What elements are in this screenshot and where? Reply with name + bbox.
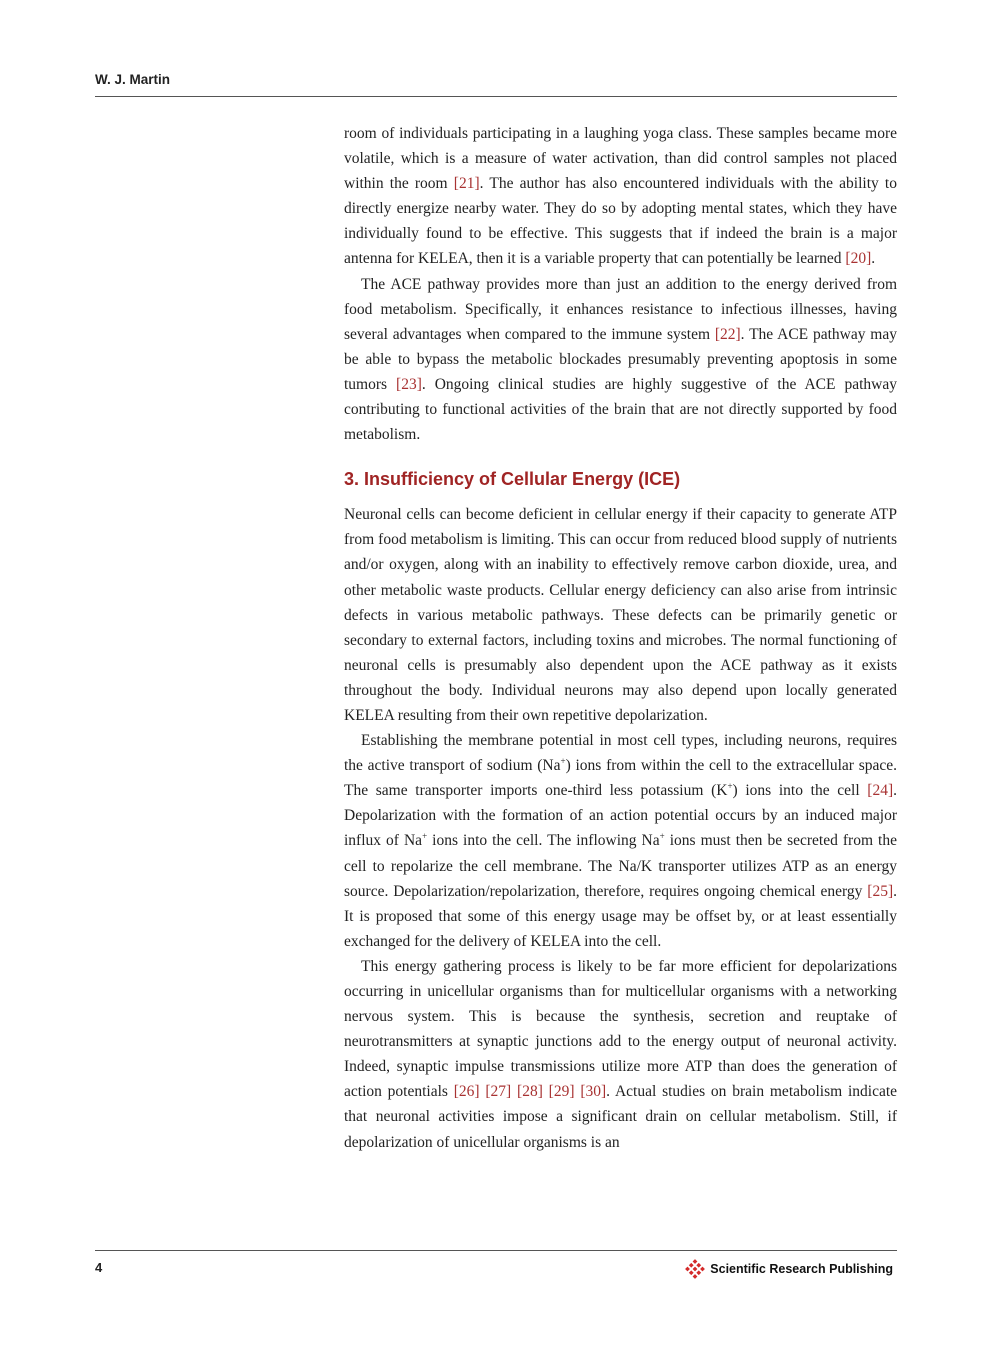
article-body — [344, 121, 897, 1155]
text-run: ) ions into the cell — [732, 782, 868, 800]
text-run: . — [871, 250, 876, 268]
citation-link[interactable]: [27] — [485, 1083, 512, 1101]
citation-link[interactable]: [22] — [714, 325, 741, 343]
text-run: . Ongoing clinical studies are highly suggestive of the ACE pathway contributing to functional activities of the brain that are not directly supported by food metabolism. — [344, 375, 897, 444]
citation-link[interactable]: [28] — [517, 1083, 543, 1101]
text-run: Establishing the membrane potential in most cell types, including neurons, requires the active transport of sodium (Na — [344, 732, 897, 775]
text-run: ions into the cell. The inflowing Na — [427, 832, 660, 850]
text-run: . It is proposed that some of this energy usage may be offset by, or at least essentially exchanged for the delivery of KELEA into the cell. — [344, 882, 897, 950]
header-rule — [95, 96, 897, 97]
citation-link[interactable]: [25] — [867, 882, 894, 900]
section-heading: 3. Insufficiency of Cellular Energy (ICE) — [344, 469, 681, 490]
text-run: ) ions from within the cell to the extracellular space. The same transporter imports one-third less potassium (K — [344, 757, 897, 800]
publisher-branding — [685, 1259, 893, 1279]
text-run: The ACE pathway provides more than just an addition to the energy derived from food metabolism. Specifically, it enhances resistance to infectious illnesses, having several advantages when compared to the immune system — [344, 275, 897, 343]
text-run: . The author has also encountered individuals with the ability to directly energize nearby water. They do so by adopting mental states, which they have individually found to be effective. This suggests that if indeed the brain is a major antenna for KELEA, then it is a variable property that can potentially be learned — [344, 175, 897, 268]
publisher-name: Scientific Research Publishing — [710, 1262, 893, 1276]
text-run: This energy gathering process is likely to be far more efficient for depolarizations occurring in unicellular organisms than for multicellular organisms with a networking nervous system. This is because the synthesis, secretion and reuptake of neurotransmitters at synaptic junctions add to the energy output of neuronal activity. Indeed, synaptic impulse transmissions utilize more ATP than does the generation of action potentials — [344, 957, 897, 1101]
superscript: + — [659, 831, 665, 842]
text-run: . Depolarization with the formation of an action potential occurs by an induced major influx of Na — [344, 782, 897, 850]
citation-link[interactable]: [23] — [396, 375, 422, 393]
paragraph-3: Neuronal cells can become deficient in cellular energy if their capacity to generate ATP from food metabolism is limiting. This can occur from reduced blood supply of nutrients and/or oxygen, along with an inability to effectively remove carbon dioxide, urea, and other metabolic waste products. Cellular energy deficiency can also arise from intrinsic defects in various metabolic pathways. These defects can be primarily genetic or secondary to external factors, including toxins and microbes. The normal functioning of neuronal cells is presumably also dependent upon the ACE pathway as it exists throughout the body. Individual neurons may also depend upon locally generated KELEA resulting from their own repetitive depolarization. — [344, 506, 897, 724]
running-header-author: W. J. Martin — [95, 72, 171, 87]
citation-link[interactable]: [20] — [845, 250, 872, 268]
superscript: + — [727, 781, 733, 792]
publisher-logo-icon — [685, 1259, 705, 1279]
text-run: . Actual studies on brain metabolism indicate that neuronal activities impose a significant drain on cellular metabolism. Still, if depolarization of unicellular organisms is an — [344, 1083, 898, 1151]
paragraph-5 — [344, 954, 897, 1155]
page-number: 4 — [95, 1260, 103, 1275]
citation-link[interactable]: [26] — [453, 1083, 480, 1101]
citation-link[interactable]: [30] — [580, 1083, 607, 1101]
paragraph-2 — [344, 272, 897, 448]
citation-link[interactable]: [21] — [453, 175, 480, 193]
text-run: room of individuals participating in a laughing yoga class. These samples became more volatile, which is a measure of water activation, than did control samples not placed within the room — [344, 125, 897, 193]
footer-rule — [95, 1250, 897, 1251]
paragraph-1 — [344, 121, 897, 272]
paragraph-4 — [344, 728, 897, 954]
text-run: ions must then be secreted from the cell to repolarize the cell membrane. The Na/K transporter utilizes ATP as an energy source. Depolarization/repolarization, therefore, requires ongoing chemical energy — [344, 832, 897, 900]
citation-link[interactable]: [24] — [867, 782, 894, 800]
citation-link[interactable]: [29] — [548, 1083, 575, 1101]
superscript: + — [422, 831, 428, 842]
superscript: + — [560, 756, 566, 767]
text-run: . The ACE pathway may be able to bypass the metabolic blockades presumably preventing apoptosis in some tumors — [344, 325, 897, 393]
